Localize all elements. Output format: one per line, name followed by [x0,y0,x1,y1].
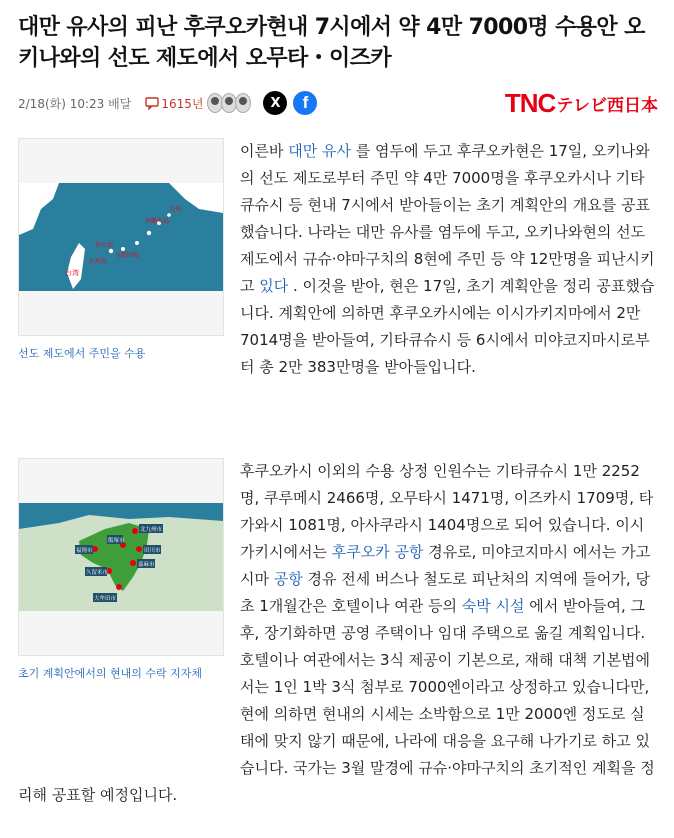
text-run: 경유로, 미야코지마시 에서는 가고시마 [240,543,651,588]
comment-icon [145,97,159,110]
keyword-link[interactable]: 대만 유사 [288,142,351,160]
figure-caption[interactable]: 초기 계획안에서의 현내의 수락 지자체 [18,667,203,680]
keyword-link[interactable]: 공항 [273,570,303,588]
text-run: 경유 전세 버스나 철도로 피난처의 지역에 들어가, 당초 1개월간은 호텔이나 여관 등의 [240,570,650,615]
map-label: 嘉麻市 [138,562,155,568]
facebook-logo-icon: f [302,93,309,112]
text-run: 에서 받아들여, 그 후, 장기화하면 공영 주택이나 임대 주택으로 옮길 계획입니다. 호텔이나 여관에서는 3식 제공이 기본으로, 재해 대책 기본법에서는 1인 1박 3식 첨부로 7000엔이라고 상정하고 있습니다만, 현에 의하면 현내의 시세는 소박함으로 1만 2000엔 정도로 실태에 맞지 않기 때문에, 나라에 대응을 요구해 나가기로 하고 있습니다. 국가는 3월 말경에 규슈·야마구치의 초기적인 계획을 정리해 공표할 예정입니다. [18,597,655,804]
map-label: 九州 [169,206,182,213]
figure-caption[interactable]: 선도 제도에서 주민을 수용 [18,347,146,360]
text-run: 이른바 [240,142,289,160]
map-label: 田川市 [144,548,161,554]
share-x-button[interactable] [263,91,287,115]
article-paragraph [18,458,658,809]
publish-timestamp: 2/18(화) 10:23 배달 [18,96,132,111]
map-label: 沖縄本島 [145,218,170,225]
x-logo-icon: X [270,95,281,111]
keyword-link[interactable]: 있다 [259,277,289,295]
map-label: 宮古島 [95,242,114,249]
map-label: 大牟田市 [94,596,117,602]
commenter-avatars[interactable] [207,93,249,113]
map-label: 石垣島 [89,258,108,265]
keyword-link[interactable]: 후쿠오카 공항 [331,543,424,561]
share-facebook-button[interactable] [293,91,317,115]
article-paragraph [18,138,658,393]
publisher-logo-sub: テレビ西日本 [556,95,658,116]
map-label: 北九州市 [140,527,163,533]
text-run: . 이것을 받아, 현은 17일, 초기 계획안을 정리 공표했습니다. 계획안에 의하면 후쿠오카시에는 이시가키지마에서 2만 7014명을 받아들여, 기타큐슈시 등 6시에서 미야코지마시로부터 총 2만 383만명을 받아들입니다. [240,277,655,376]
map-label: 台湾 [65,269,79,277]
text-run: 후쿠오카시 이외의 수용 상정 인원수는 기타큐슈시 1만 2252명, 쿠루메시 2466명, 오무타시 1471명, 이즈카시 1709명, 타가와시 1081명, 아사쿠라시 1404명으로 되어 있습니다. 이시가키시에서는 [240,462,654,561]
float-spacer [18,138,240,393]
avatar [235,93,251,113]
publisher-logo[interactable] [505,88,658,119]
float-spacer [18,458,240,756]
article-title: 대만 유사의 피난 후쿠오카현내 7시에서 약 4만 7000명 수용안 오키나와의 선도 제도에서 오무타・이즈카 [18,15,645,71]
keyword-link[interactable]: 숙박 시설 [461,597,525,615]
publisher-logo-main: TNC [504,87,556,118]
map-label: 久留米市 [86,570,109,576]
comment-count: 1615년 [161,96,204,111]
map-label: 福岡市 [76,548,93,554]
comment-link[interactable] [145,95,203,112]
map-label: 飯塚市 [108,538,125,544]
article-meta [18,88,658,118]
text-run: 를 염두에 두고 후쿠오카현은 17일, 오키나와의 선도 제도로부터 주민 약 4만 7000명을 후쿠오카시나 기타큐슈시 등 현내 7시에서 받아들이는 초기 계획안의 개요를 공표했습니다. 나라는 대만 유사를 염두에 두고, 오키나와현의 선도 제도에서 규슈·야마구치의 8현에 주민 등 약 12만명을 피난시키고 [240,142,655,295]
map-label: 与那国島 [115,252,140,259]
